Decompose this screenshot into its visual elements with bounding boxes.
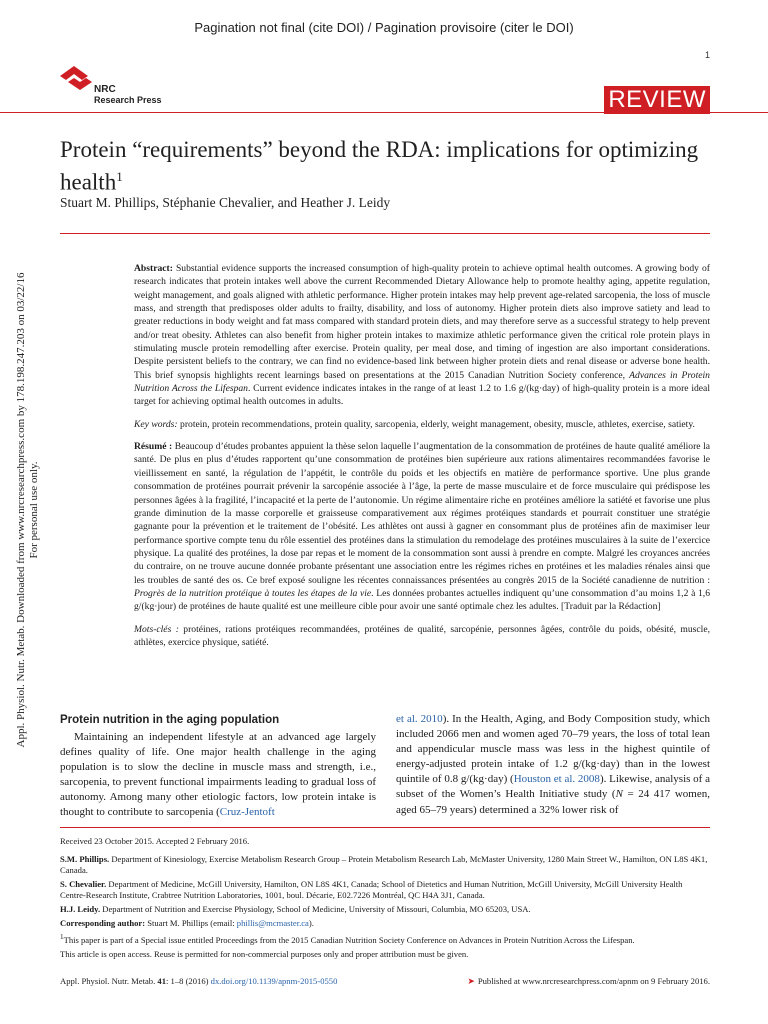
affiliation-leidy: [60, 904, 710, 915]
resume-text-end: . Les données probantes actuelles indiquent qu’une consommation d’au moins 1,2 à 1,6 g/(kg·jour) de protéines de haute qualité est une meilleure cible pour avoir une santé optimale chez les adultes. [Traduit par la Rédaction]: [134, 587, 710, 613]
footnote-rule: [60, 827, 710, 828]
abstract-label: Abstract:: [134, 263, 173, 274]
affiliation-leidy-name: H.J. Leidy.: [60, 904, 101, 914]
publisher-line2: Research Press: [94, 95, 162, 105]
corresponding-author: [60, 918, 710, 929]
body-right-text-c: = 24 417 women, aged 65–79 years) determined a 32% lower risk of: [396, 788, 710, 816]
publisher-name: [94, 84, 162, 106]
affiliation-phillips-name: S.M. Phillips.: [60, 854, 110, 864]
mots-cles-label: Mots-clés :: [134, 623, 179, 635]
pagination-notice: Pagination not final (cite DOI) / Pagination provisoire (citer le DOI): [194, 20, 574, 35]
section-tag: REVIEW: [604, 86, 710, 114]
page-number: 1: [704, 50, 710, 60]
resume-text: Beaucoup d’études probantes appuient la thèse selon laquelle l’augmentation de la consommation de protéines de haute qualité améliore la santé. De plus en plus d’études rapportent qu’une consommation de protéines bien supérieure aux rations alimentaires recommandées favorise le vieillissement en santé, la régulation de l’appétit, le contrôle du poids et les objectifs en matière de performance sportive. Une plus grande consommation de protéines pourrait prévenir la sarcopénie associée à l’âge, la perte de masse musculaire et de force musculaire qui prédispose les personnes âgées à la fragilité, l’incapacité et la perte de l’autonomie. Un régime alimentaire riche en protéines améliore la satiété et favorise une plus grande diminution de la masse corporelle et graisseuse comparativement aux régimes protéiques standards et pourrait constituer une stratégie gagnante pour la prévention et le traitement de l’obésité. Les athlètes ont aussi à gagner en consommant plus de protéines afin de maximiser leur performance sportive compte tenu du rôle essentiel des protéines dans la stimulation du remodelage des protéines musculaires à la suite de l’exercice physique. La qualité des protéines, la dose par repas et le moment de la consommation sont aussi à prendre en compte. Malgré les croyances ancrées du contraire, on ne trouve aucune donnée probante présentant une association entre les régimes riches en protéines et les maladies rénales ainsi que les troubles de santé des os. Ce bref exposé souligne les récentes connaissances présentées au congrès 2015 de la Société canadienne de nutrition :: [134, 441, 710, 586]
affiliation-chevalier-name: S. Chevalier.: [60, 879, 107, 889]
resume-conference-name: Progrès de la nutrition protéique à toutes les étapes de la vie: [134, 587, 372, 599]
nrc-logo-mark-icon: [60, 66, 96, 102]
citation-link-cruz-jentoft-cont[interactable]: et al. 2010: [396, 713, 443, 725]
affiliation-leidy-text: Department of Nutrition and Exercise Physiology, School of Medicine, University of Missouri, Columbia, MO 65203, USA.: [102, 904, 531, 914]
title-footnote-mark[interactable]: 1: [116, 169, 123, 184]
footnotes-block: [60, 836, 710, 963]
body-paragraph-continued: [396, 712, 710, 818]
journal-citation: [60, 976, 337, 986]
footnote-1-mark: 1: [60, 933, 64, 941]
mots-cles-text: protéines, rations protéiques recommandées, protéines de qualité, sarcopénie, personnes âgées, contrôle du poids, obésité, muscle, athlètes, exercice physique, satiété.: [134, 623, 710, 648]
corresponding-text: Stuart M. Phillips (email:: [147, 918, 237, 928]
published-note: [467, 976, 710, 987]
journal-ref: Appl. Physiol. Nutr. Metab.: [60, 976, 156, 986]
citation-link-cruz-jentoft[interactable]: Cruz-Jentoft: [219, 806, 275, 819]
article-title-text: Protein “requirements” beyond the RDA: implications for optimizing health: [60, 137, 699, 195]
abstract-paragraph: [134, 262, 710, 409]
keywords-label: Key words:: [134, 418, 178, 430]
footnote-1-text: This paper is part of a Special issue entitled Proceedings from the 2015 Canadian Nutrition Society Conference on Advances in Protein Nutrition Across the Lifespan.: [63, 934, 635, 945]
body-left-column: [60, 714, 376, 821]
abstract-block: [134, 262, 710, 658]
citation-link-houston[interactable]: Houston et al. 2008: [513, 773, 600, 786]
body-right-text-a: ). In the Health, Aging, and Body Composition study, which included 2066 men and women aged 70–79 years, the loss of total lean and appendicular muscle mass was less in the highest quintile of energy-adjusted protein intake of 1.2 g/(kg·day) than in the lowest quintile of 0.8 g/(kg·day) (: [396, 713, 710, 786]
journal-pages: : 1–8 (2016): [166, 976, 211, 986]
abstract-conference-name: Advances in Protein Nutrition Across the Lifespan: [134, 369, 710, 395]
affiliation-phillips: [60, 854, 710, 876]
body-right-text-b: ). Likewise, analysis of a subset of the Women’s Health Initiative study (: [396, 773, 710, 801]
article-authors: Stuart M. Phillips, Stéphanie Chevalier, and Heather J. Leidy: [60, 195, 391, 210]
mots-cles-paragraph: [134, 623, 710, 650]
abstract-text: Substantial evidence supports the increased consumption of high-quality protein to achieve optimal health outcomes. A growing body of research indicates that protein intakes well above the current Recommended Dietary Allowance help to promote healthy aging, appetite regulation, weight management, and goals aligned with athletic performance. Higher protein intakes may help prevent age-related sarcopenia, the loss of muscle mass, and strength that predisposes older adults to frailty, disability, and loss of autonomy. Higher protein diets also improve satiety and lead to greater reductions in body weight and fat mass compared with standard protein diets, and may therefore serve as a successful strategy to help prevent and/or treat obesity. Athletes can also benefit from higher protein intakes to maximize athletic performance given the critical role protein plays in stimulating muscle protein remodelling after exercise. Protein quality, per meal dose, and timing of ingestion are also important considerations. Despite persistent beliefs to the contrary, we can find no evidence-based link between higher protein diets and renal disease or adverse bone health. This brief synopsis highlights recent learnings based on presentations at the 2015 Canadian Nutrition Society conference,: [134, 263, 711, 381]
title-rule: [60, 233, 710, 234]
article-title: [60, 136, 700, 196]
affiliation-phillips-text: Department of Kinesiology, Exercise Metabolism Research Group – Protein Metabolism Research Lab, McMaster University, 1280 Main Street W., Hamilton, ON L8S 4K1, Canada.: [60, 854, 708, 875]
special-issue-footnote: [60, 932, 710, 946]
body-left-text: Maintaining an independent lifestyle at an advanced age largely defines quality of life. One major health challenge in the aging population is to slow the decline in muscle mass and strength, i.e., sarcopenia, to prevent functional impairments leading to gradual loss of autonomy. Among many other etiologic factors, low protein intake is thought to contribute to sarcopenia (: [60, 731, 376, 819]
corresponding-email-link[interactable]: phillis@mcmaster.ca: [236, 918, 309, 928]
section-heading: Protein nutrition in the aging population: [60, 714, 280, 726]
keywords-paragraph: [134, 418, 710, 431]
open-access-note: This article is open access. Reuse is permitted for non-commercial purposes only and proper attribution must be given.: [60, 948, 469, 959]
received-dates: Received 23 October 2015. Accepted 2 February 2016.: [60, 836, 250, 846]
publisher-logo: [60, 66, 162, 107]
published-text: Published at www.nrcresearchpress.com/apnm on 9 February 2016.: [477, 976, 710, 986]
affiliation-chevalier-text: Department of Medicine, McGill University, Hamilton, ON L8S 4K1, Canada; School of Dietetics and Human Nutrition, McGill University, McGill University Health Centre-Research Institute, Crabtree Nutrition Laboratories, 1001, boul. Décarie, E02.7226 Montréal, QC H4A 3J1, Canada.: [60, 879, 683, 900]
resume-label: Résumé :: [134, 441, 173, 453]
keywords-text: protein, protein recommendations, protein quality, sarcopenia, elderly, weight management, obesity, muscle, athletes, exercise, satiety.: [180, 418, 695, 430]
corresponding-label: Corresponding author:: [60, 918, 146, 928]
published-arrow-icon: ➤: [467, 976, 475, 986]
body-paragraph: [60, 730, 376, 821]
abstract-text-end: . Current evidence indicates intakes in the range of at least 1.2 to 1.6 g/(kg·day) of high-quality protein is a more ideal target for achieving optimal health outcomes in adults.: [134, 383, 710, 408]
body-right-n: N: [615, 788, 623, 801]
side-note-line2: For personal use only.: [28, 461, 40, 559]
side-note-line1: Appl. Physiol. Nutr. Metab. Downloaded from www.nrcresearchpress.com by 178.198.247.203 on 03/22/16: [15, 272, 27, 748]
resume-paragraph: [134, 440, 710, 613]
journal-volume: 41: [157, 976, 166, 986]
affiliation-chevalier: [60, 879, 710, 901]
publisher-line1: NRC: [94, 84, 116, 95]
download-side-note: [4, 230, 52, 790]
body-right-column: [396, 712, 710, 818]
corresponding-end: ).: [308, 918, 314, 928]
doi-link[interactable]: dx.doi.org/10.1139/apnm-2015-0550: [210, 976, 338, 986]
